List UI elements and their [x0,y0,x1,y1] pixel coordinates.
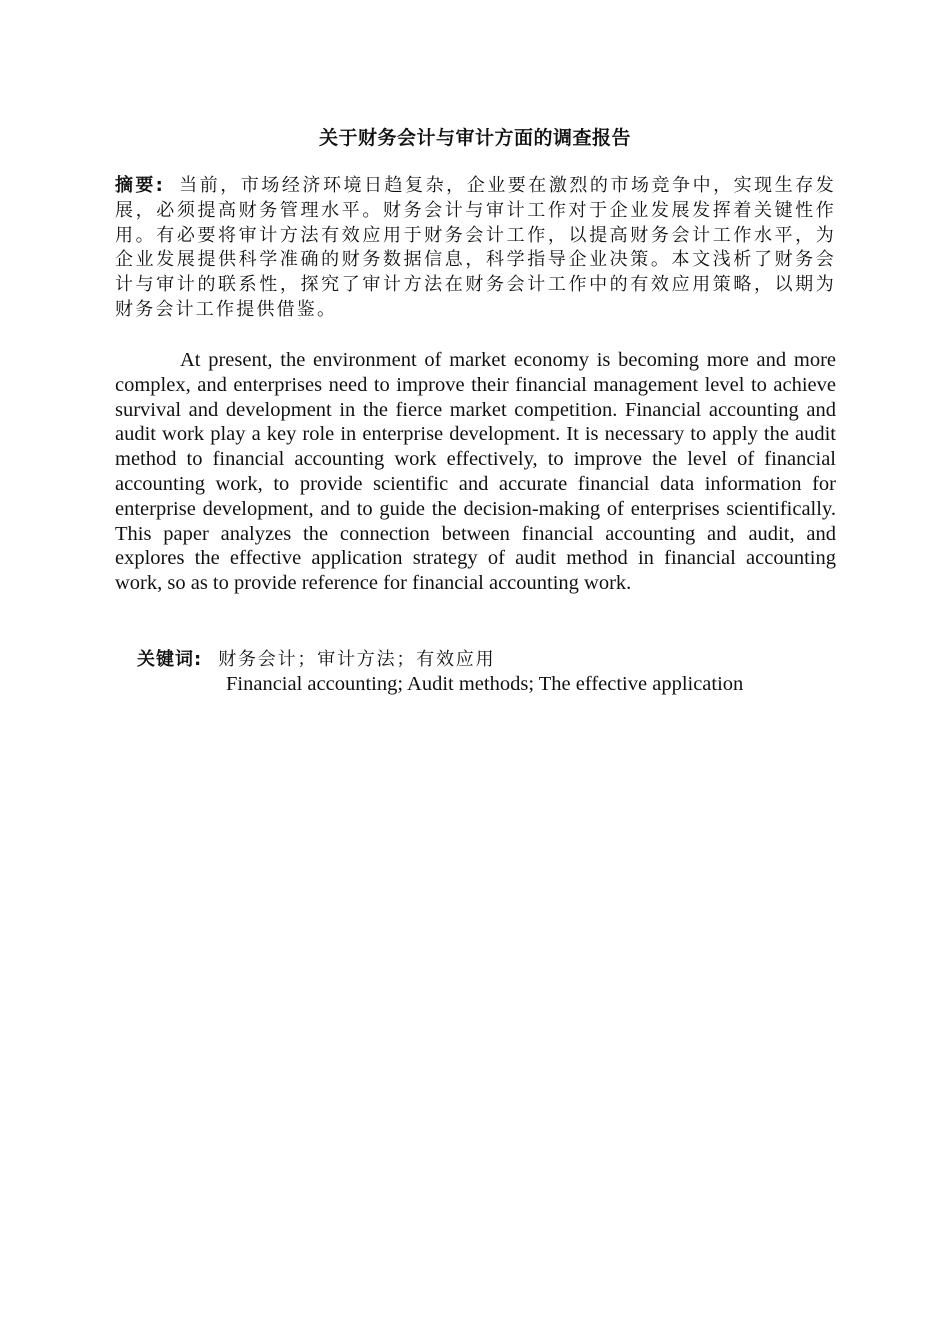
keywords-label: 关键词: [137,649,203,670]
keywords-chinese-text: 财务会计；审计方法；有效应用 [218,649,496,670]
abstract-chinese [115,174,836,323]
keywords-chinese [137,647,837,672]
abstract-english: At present, the environment of market economy is becoming more and more complex, and enterprises need to improve their financial management level to achieve survival and development in the fierce market competition. Financial accounting and audit work play a key role in enterprise development. It is necessary to apply the audit method to financial accounting work effectively, to improve the level of financial accounting work, to provide scientific and accurate financial data information for enterprise development, and to guide the decision-making of enterprises scientifically. This paper analyzes the connection between financial accounting and audit, and explores the effective application strategy of audit method in financial accounting work, so as to provide reference for financial accounting work. [115,349,836,595]
keywords-english: Financial accounting; Audit methods; The effective application [226,673,744,695]
abstract-chinese-text: 当前，市场经济环境日趋复杂，企业要在激烈的市场竞争中，实现生存发展，必须提高财务管理水平。财务会计与审计工作对于企业发展发挥着关键性作用。有必要将审计方法有效应用于财务会计工作，以提高财务会计工作水平，为企业发展提供科学准确的财务数据信息，科学指导企业决策。本文浅析了财务会计与审计的联系性，探究了审计方法在财务会计工作中的有效应用策略，以期为财务会计工作提供借鉴。 [115,175,836,320]
document-title: 关于财务会计与审计方面的调查报告 [318,127,631,149]
abstract-label: 摘要: [115,175,165,196]
